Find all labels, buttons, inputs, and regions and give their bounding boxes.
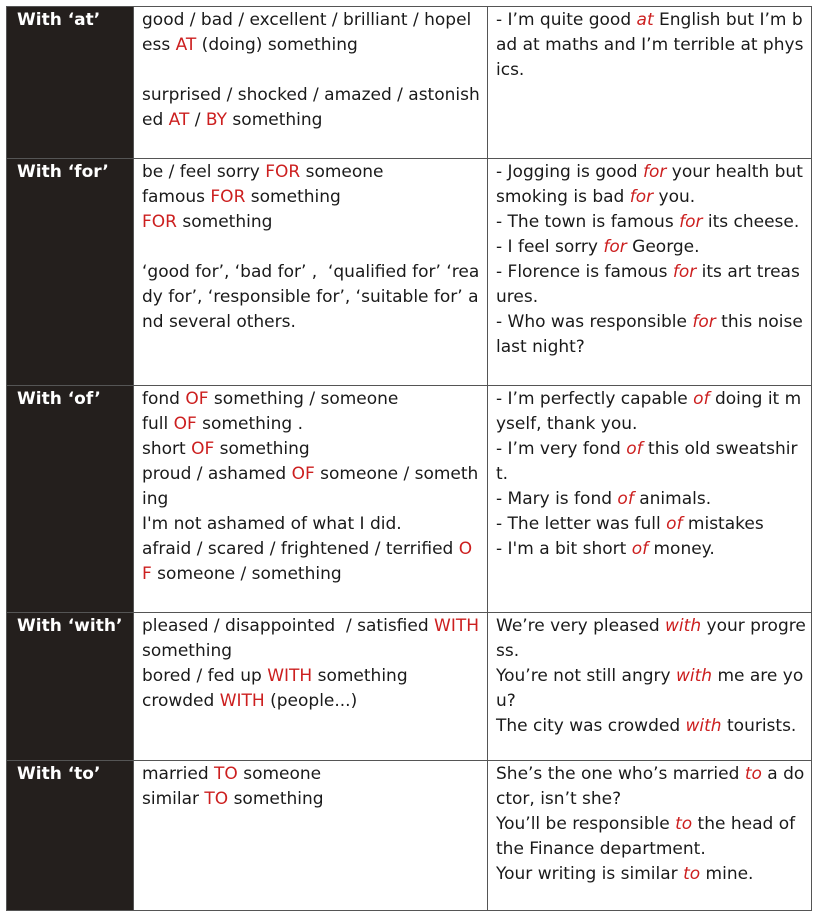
table-row (7, 159, 812, 386)
text-segment: famous (142, 187, 211, 207)
pattern-line (142, 160, 481, 185)
preposition-highlight: of (626, 439, 643, 459)
text-segment: bored / fed up (142, 666, 268, 686)
text-segment: / (189, 110, 206, 130)
pattern-line (142, 83, 481, 133)
pattern-line (142, 664, 481, 689)
example-line (496, 8, 807, 83)
row-label: With ‘for’ (7, 159, 134, 386)
preposition-highlight: FOR (265, 162, 301, 182)
text-segment: something (142, 616, 485, 661)
example-line (496, 537, 807, 562)
preposition-highlight: OF (173, 414, 197, 434)
pattern-line (142, 787, 481, 812)
example-line (496, 487, 807, 512)
patterns-cell (134, 7, 488, 159)
example-line (496, 310, 807, 360)
table-row (7, 613, 812, 761)
examples-cell (488, 7, 812, 159)
preposition-highlight: for (643, 162, 667, 182)
text-segment: Your writing is similar (496, 864, 684, 884)
text-segment: - Florence is famous (496, 262, 673, 282)
text-segment: - Who was responsible (496, 312, 693, 332)
preposition-highlight: at (636, 10, 654, 30)
text-segment: - Mary is fond (496, 489, 618, 509)
text-segment: something (227, 110, 323, 130)
text-segment: mine. (700, 864, 754, 884)
text-segment: something (228, 789, 324, 809)
examples-cell (488, 761, 812, 911)
text-segment: animals. (633, 489, 712, 509)
preposition-highlight: for (692, 312, 716, 332)
text-segment: short (142, 439, 192, 459)
preposition-highlight: to (744, 764, 762, 784)
text-segment: full (142, 414, 174, 434)
pattern-line (142, 537, 481, 587)
preposition-highlight: WITH (434, 616, 480, 636)
text-segment: You’re not still angry (496, 666, 676, 686)
text-segment: married (142, 764, 215, 784)
preposition-highlight: of (631, 539, 649, 559)
preposition-highlight: of (693, 389, 710, 409)
spacer (142, 235, 481, 260)
text-segment: The city was crowded (496, 716, 686, 736)
text-segment: similar (142, 789, 205, 809)
text-segment: surprised / shocked / amazed / astonished (142, 85, 480, 130)
preposition-highlight: OF (291, 464, 315, 484)
text-segment: this old sweatshirt. (496, 439, 798, 484)
patterns-cell (134, 159, 488, 386)
text-segment: tourists. (721, 716, 797, 736)
examples-cell (488, 386, 812, 613)
preposition-highlight: with (665, 616, 702, 636)
text-segment: someone (237, 764, 322, 784)
preposition-highlight: AT (168, 110, 190, 130)
example-line (496, 160, 807, 210)
text-segment: proud / ashamed (142, 464, 292, 484)
text-segment: English but I’m bad at maths and I’m terrible at physics. (496, 10, 804, 80)
text-segment: - I’m very fond (496, 439, 627, 459)
example-line (496, 235, 807, 260)
preposition-highlight: to (675, 814, 693, 834)
example-line (496, 260, 807, 310)
pattern-line (142, 512, 481, 537)
pattern-line (142, 689, 481, 714)
preposition-highlight: with (685, 716, 722, 736)
text-segment: this noise last night? (496, 312, 809, 357)
preposition-highlight: TO (204, 789, 229, 809)
example-line (496, 812, 807, 862)
preposition-highlight: OF (191, 439, 215, 459)
text-segment: George. (626, 237, 700, 257)
pattern-line (142, 412, 481, 437)
text-segment: - I feel sorry (496, 237, 604, 257)
text-segment: - I’m perfectly capable (496, 389, 694, 409)
row-label: With ‘of’ (7, 386, 134, 613)
text-segment: be / feel sorry (142, 162, 266, 182)
text-segment: afraid / scared / frightened / terrified (142, 539, 459, 559)
pattern-line (142, 437, 481, 462)
text-segment: you. (653, 187, 696, 207)
example-line (496, 664, 807, 714)
text-segment: someone (300, 162, 384, 182)
examples-cell (488, 613, 812, 761)
text-segment: I'm not ashamed of what I did. (142, 514, 402, 534)
pattern-line (142, 210, 481, 235)
text-segment: She’s the one who’s married (496, 764, 745, 784)
text-segment: - I’m quite good (496, 10, 637, 30)
text-segment: its art treasures. (496, 262, 800, 307)
text-segment: the head of the Finance department. (496, 814, 801, 859)
preposition-highlight: to (683, 864, 701, 884)
text-segment: something (312, 666, 408, 686)
pattern-line (142, 8, 481, 58)
preposition-highlight: of (666, 514, 683, 534)
text-segment: We’re very pleased (496, 616, 666, 636)
preposition-highlight: of (617, 489, 634, 509)
table-row (7, 386, 812, 613)
text-segment: something (176, 212, 273, 232)
text-segment: its cheese. (702, 212, 800, 232)
preposition-highlight: WITH (267, 666, 313, 686)
example-line (496, 762, 807, 812)
text-segment: doing it myself, thank you. (496, 389, 802, 434)
text-segment: your health but smoking is bad (496, 162, 809, 207)
text-segment: (people...) (264, 691, 358, 711)
row-label: With ‘at’ (7, 7, 134, 159)
example-line (496, 437, 807, 487)
preposition-highlight: OF (185, 389, 209, 409)
preposition-highlight: WITH (219, 691, 265, 711)
text-segment: something (245, 187, 341, 207)
text-segment: a doctor, isn’t she? (496, 764, 805, 809)
preposition-highlight: FOR (142, 212, 177, 232)
example-line (496, 512, 807, 537)
pattern-line (142, 185, 481, 210)
text-segment: someone / something (142, 464, 479, 509)
text-segment: - The town is famous (496, 212, 680, 232)
example-line (496, 387, 807, 437)
text-segment: - Jogging is good (496, 162, 643, 182)
preposition-highlight: for (603, 237, 627, 257)
pattern-line (142, 260, 481, 335)
text-segment: someone / something (151, 564, 342, 584)
pattern-line (142, 462, 481, 512)
text-segment: You’ll be responsible (496, 814, 676, 834)
row-label: With ‘to’ (7, 761, 134, 911)
text-segment: crowded (142, 691, 220, 711)
example-line (496, 862, 807, 887)
row-label: With ‘with’ (7, 613, 134, 761)
text-segment: pleased / disappointed / satisfied (142, 616, 435, 636)
text-segment: your progress. (496, 616, 806, 661)
text-segment: something / someone (208, 389, 399, 409)
table-row (7, 761, 812, 911)
preposition-highlight: for (672, 262, 697, 282)
pattern-line (142, 614, 485, 664)
example-line (496, 210, 807, 235)
preposition-highlight: FOR (210, 187, 246, 207)
example-line (496, 614, 807, 664)
spacer (142, 58, 481, 83)
preposition-highlight: for (679, 212, 703, 232)
text-segment: ‘good for’, ‘bad for’ , ‘qualified for’ ‘ready for’, ‘responsible for’, ‘suitable for’ and several others. (142, 262, 480, 332)
text-segment: money. (648, 539, 715, 559)
preposition-highlight: BY (205, 110, 228, 130)
text-segment: me are you? (496, 666, 804, 711)
example-line (496, 714, 807, 739)
patterns-cell (134, 386, 488, 613)
examples-cell (488, 159, 812, 386)
text-segment: - The letter was full (496, 514, 667, 534)
preposition-highlight: for (629, 187, 654, 207)
preposition-highlight: OF (142, 539, 473, 584)
preposition-highlight: AT (175, 35, 197, 55)
text-segment: - I'm a bit short (496, 539, 632, 559)
patterns-cell (134, 761, 488, 911)
text-segment: mistakes (682, 514, 764, 534)
text-segment: fond (142, 389, 186, 409)
text-segment: good / bad / excellent / brilliant / hopeless (142, 10, 472, 55)
pattern-line (142, 762, 481, 787)
adjective-preposition-table (6, 6, 812, 911)
table-row (7, 7, 812, 159)
pattern-line (142, 387, 481, 412)
text-segment: something (214, 439, 310, 459)
preposition-highlight: with (675, 666, 713, 686)
preposition-highlight: TO (214, 764, 238, 784)
text-segment: something . (196, 414, 303, 434)
patterns-cell (134, 613, 488, 761)
text-segment: (doing) something (196, 35, 358, 55)
